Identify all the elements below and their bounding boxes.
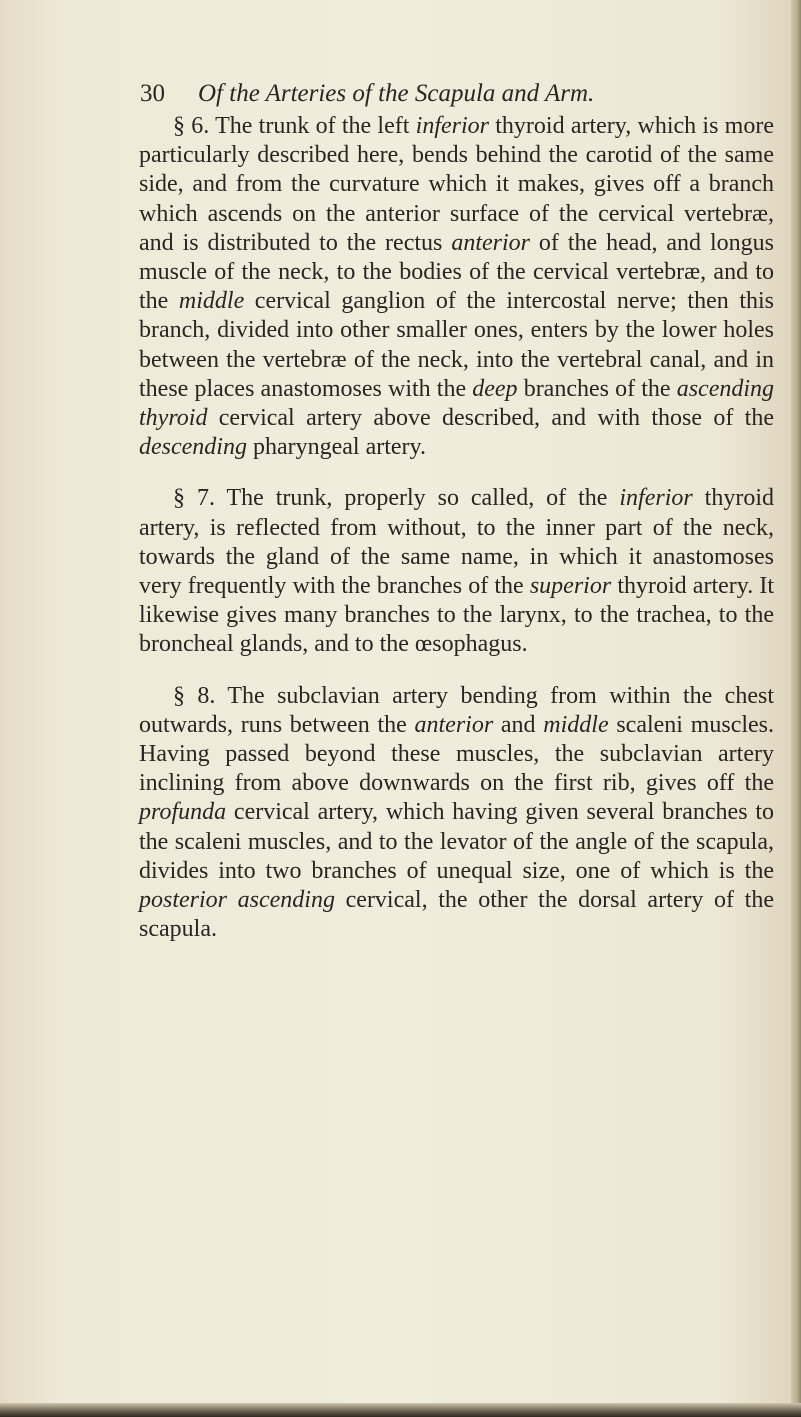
italic-segment: descending <box>139 434 247 461</box>
italic-segment: middle <box>178 288 245 315</box>
text-segment: thyroid artery, is reflected from without, to the inner part of the neck, towards the gland of the same name, in which it anastomoses very frequently with the branches of the <box>139 485 774 600</box>
italic-segment: superior <box>529 573 612 600</box>
italic-segment: anterior <box>414 711 494 738</box>
paragraph-section-6 <box>139 112 774 462</box>
italic-segment: inferior <box>415 113 489 139</box>
text-segment: cervical artery, which having given several branches to the scaleni muscles, and to the levator of the angle of the scapula, divides into two branches of unequal size, one of which is the <box>139 799 774 884</box>
text-segment: and <box>493 711 544 738</box>
page-edge-bottom <box>0 1403 801 1417</box>
italic-segment: anterior <box>451 229 530 256</box>
text-segment: thyroid artery. It likewise gives many branches to the larynx, to the trachea, to the broncheal glands, and to the œsophagus. <box>139 573 774 658</box>
italic-segment: middle <box>543 711 609 738</box>
text-segment: § 8. The subclavian artery bending from within the chest outwards, runs between the <box>139 682 774 738</box>
italic-segment: profunda <box>139 799 227 826</box>
page-number: 30 <box>140 80 165 107</box>
text-segment: of the head, and longus muscle of the neck, to the bodies of the cervical vertebræ, and to the <box>139 229 775 315</box>
text-segment: cervical artery above described, and with those of the <box>207 405 774 432</box>
italic-segment: inferior <box>619 485 693 512</box>
italic-segment: posterior ascending <box>139 887 335 914</box>
text-segment: thyroid artery, which is more particularly described here, bends behind the carotid of the same side, and from the curvature which it makes, gives off a branch which ascends on the anterior surface of the cervical vertebræ, and is distributed to the rectus <box>139 113 774 256</box>
italic-segment: deep <box>472 375 518 402</box>
body-text <box>139 112 774 944</box>
text-segment: cervical ganglion of the intercostal nerve; then this branch, divided into other smaller ones, enters by the lower holes between the vertebræ of the neck, into the vertebral canal, and in these places anastomoses with the <box>139 288 774 402</box>
text-segment: scaleni muscles. Having passed beyond these muscles, the subclavian artery inclining from above downwards on the first rib, gives off the <box>139 711 775 797</box>
text-segment: pharyngeal artery. <box>246 434 426 461</box>
paragraph-section-7 <box>139 484 774 659</box>
text-segment: cervical, the other the dorsal artery of the scapula. <box>139 887 775 943</box>
text-segment: § 7. The trunk, properly so called, of the <box>173 485 620 512</box>
text-segment: § 6. The trunk of the left <box>173 113 416 139</box>
text-segment: branches of the <box>517 375 677 402</box>
running-title: Of the Arteries of the Scapula and Arm. <box>198 80 595 107</box>
page-edge-right <box>791 0 801 1417</box>
italic-segment: ascending thyroid <box>139 375 775 432</box>
paragraph-section-8 <box>139 682 774 945</box>
